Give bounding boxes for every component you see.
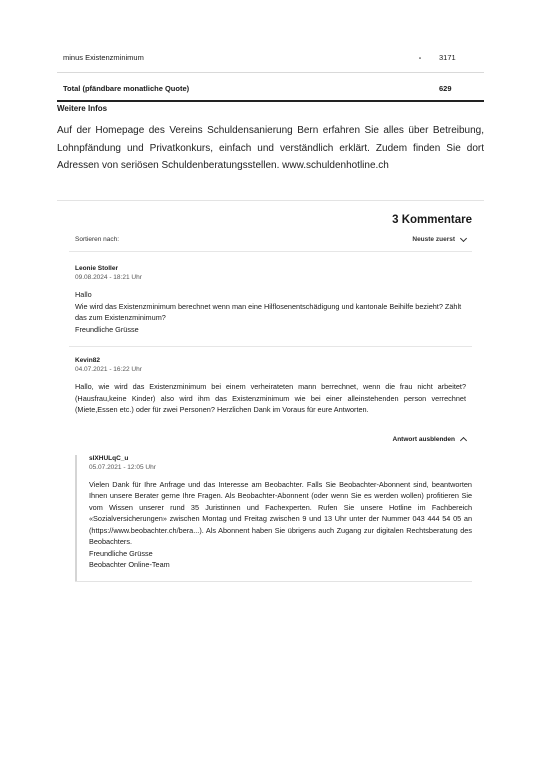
reply-author: sIXHULqC_u	[89, 454, 129, 462]
hide-reply-button[interactable]	[57, 436, 484, 443]
calc-total-value: 629	[439, 83, 452, 93]
comment-date: 09.08.2024 - 18:21 Uhr	[75, 274, 142, 281]
hide-reply-label: Antwort ausblenden	[392, 435, 455, 443]
sort-label: Sortieren nach:	[75, 236, 120, 243]
calc-row-operator: -	[418, 52, 422, 62]
comment-body: Hallo, wie wird das Existenzminimum bei einem verheirateten mann berrechnet, wenn die frau nicht arbeitet? (Hausfrau,keine Kinder) also wird ihm das Existenzminimum wie bei einer alleinstehenden person verrechnet (Miete,Essen etc.) oder für zwei Personen? Herzlichen Dank im Voraus für eure Antworten.	[75, 382, 466, 414]
comment-date: 04.07.2021 - 16:22 Uhr	[75, 366, 142, 373]
reply-date: 05.07.2021 - 12:05 Uhr	[89, 463, 156, 471]
divider	[75, 581, 472, 582]
calc-row-total	[57, 81, 484, 95]
reply-closing: Freundliche Grüsse	[89, 548, 153, 558]
divider	[69, 346, 472, 347]
comment-author: Leonie Stoller	[75, 265, 118, 272]
chevron-down-icon	[460, 234, 467, 241]
divider	[69, 251, 472, 252]
reply-text: Vielen Dank für Ihre Anfrage und das Interesse am Beobachter. Falls Sie Beobachter-Abonnent sind, beantworten Ihnen unsere Berater gerne Ihre Fragen. Als Beobachter-Abonnent (oder wenn Sie es werden wollen) profitieren Sie vom Wissen unserer rund 35 Juristinnen und Fachexperten. Rufen Sie unsere Hotline im Fachbereich «Sozialversicherungen» zwischen Montag und Freitag zwischen 9 und 13 Uhr unter der Nummer 043 444 54 05 an (https://www.beobachter.ch/bera...). Als Abonnent haben Sie übrigens auch Zugang zur digitalen Rechtsberatung des Beobachters.	[89, 479, 472, 546]
calc-row-existenzminimum	[57, 50, 484, 64]
comments-section	[57, 200, 484, 582]
comment	[57, 265, 484, 335]
sort-value: Neuste zuerst	[412, 236, 455, 243]
comment-line: Wie wird das Existenzminimum berechnet wenn man eine Hilflosenentschädigung und kantonale Beihilfe bezieht? Zählt das zum Existenzminimum?	[75, 301, 462, 322]
comment-author: Kevin82	[75, 357, 100, 364]
calculation-table	[57, 50, 484, 102]
comment-line: Hallo	[75, 290, 92, 299]
further-info-section	[57, 104, 484, 175]
sort-dropdown[interactable]	[412, 236, 466, 243]
chevron-up-icon	[460, 436, 467, 443]
sort-bar	[57, 236, 484, 243]
reply-body	[89, 479, 472, 571]
calc-row-value: 3171	[439, 52, 456, 62]
further-info-text: Auf der Homepage des Vereins Schuldensanierung Bern erfahren Sie alles über Betreibung, Lohnpfändung und Privatkonkurs, einfach und verständlich erklärt. Zudem finden Sie dort Adressen von seriösen Schuldenberatungsstellen. www.schuldenhotline.ch	[57, 125, 484, 171]
comment-body	[75, 289, 466, 335]
comment-line: Freundliche Grüsse	[75, 324, 139, 334]
comment	[57, 357, 484, 416]
reply-signature: Beobachter Online-Team	[89, 560, 170, 569]
calc-total-label: Total (pfändbare monatliche Quote)	[63, 83, 190, 93]
comment-count: 3 Kommentare	[392, 214, 472, 226]
divider	[57, 72, 484, 73]
reply	[75, 455, 472, 581]
further-info-heading: Weitere Infos	[57, 104, 108, 113]
calc-row-label: minus Existenzminimum	[63, 52, 144, 62]
divider-strong	[57, 100, 484, 102]
